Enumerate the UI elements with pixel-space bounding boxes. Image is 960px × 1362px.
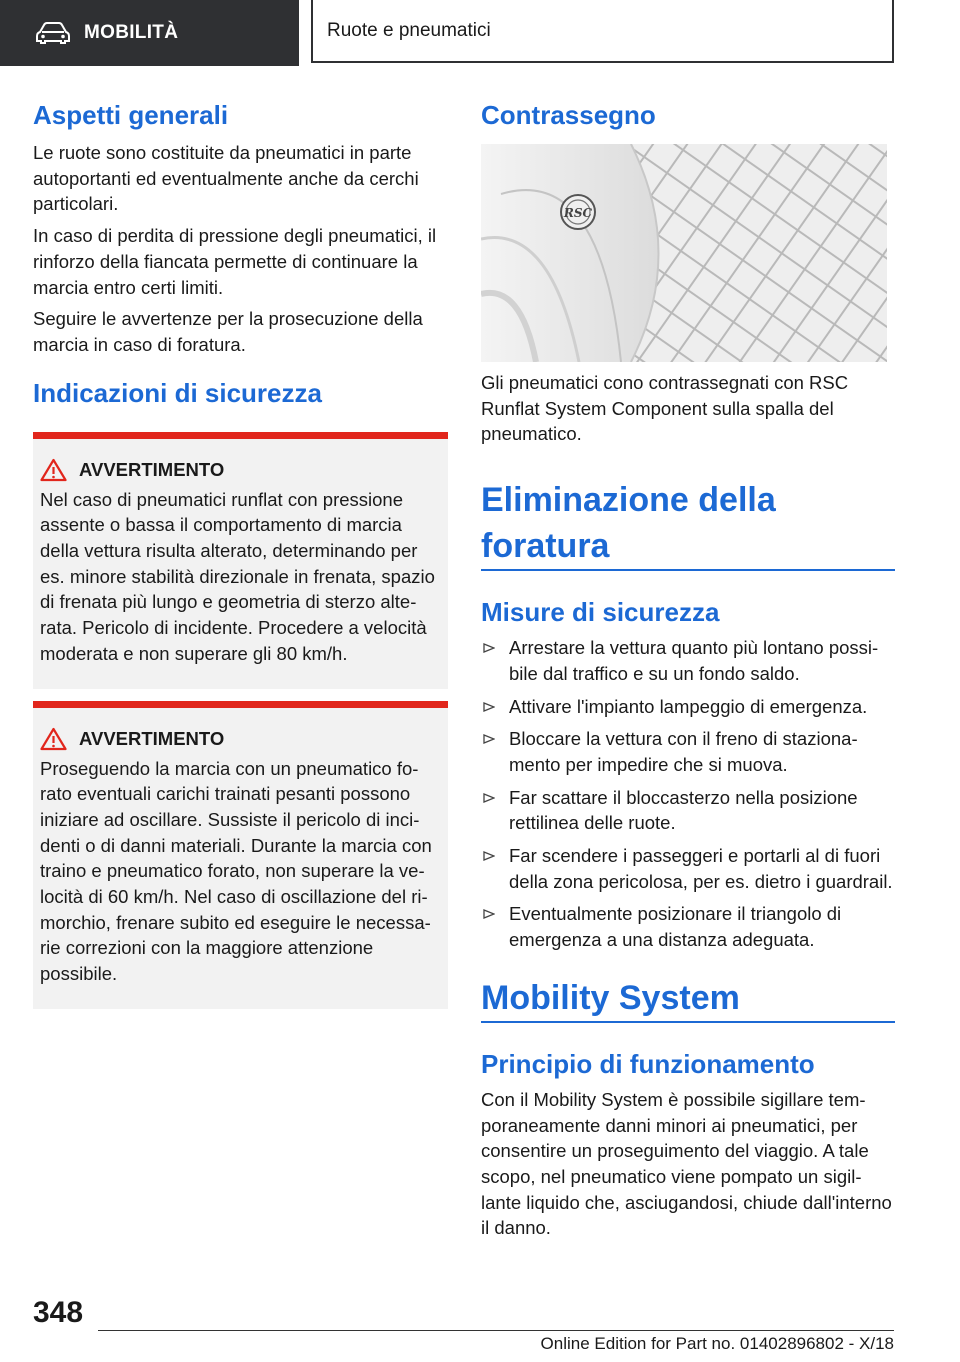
list-item: Far scattare il bloccasterzo nella posizione rettilinea delle ruote. <box>481 785 895 836</box>
triangle-bullet-icon <box>483 701 495 713</box>
warning-title: AVVERTIMENTO <box>40 726 441 752</box>
section-title: MOBILITÀ <box>84 22 179 43</box>
heading-safety: Indicazioni di sicurezza <box>33 377 322 408</box>
triangle-bullet-icon <box>483 642 495 654</box>
car-icon <box>36 22 70 44</box>
heading-general: Aspetti generali <box>33 100 229 130</box>
edition-text: Online Edition for Part no. 01402896802 - X/18 <box>540 1334 894 1353</box>
warning-triangle-icon <box>40 458 67 482</box>
heading-measures: Misure di sicurezza <box>481 597 720 628</box>
triangle-bullet-icon <box>483 792 495 804</box>
image-caption: Gli pneumatici cono contrassegnati con RSC Runflat System Component sulla spalla del pneumatico. <box>481 372 849 445</box>
heading-principle: Principio di funzionamento <box>481 1048 815 1079</box>
triangle-bullet-icon <box>483 733 495 745</box>
warning-box <box>33 432 448 689</box>
chapter-title: Ruote e pneumatici <box>327 19 491 41</box>
paragraph: Le ruote sono costituite da pneumatici in parte autoportanti ed eventualmente anche da cerchi particolari. <box>33 142 419 215</box>
triangle-bullet-icon <box>483 850 495 862</box>
triangle-bullet-icon <box>483 908 495 920</box>
footer-divider <box>98 1330 894 1331</box>
heading-puncture: Eliminazione della foratura <box>481 477 895 571</box>
paragraph: Con il Mobility System è possibile sigillare temporaneamente danni minori ai pneumatici, per consentire un proseguimento del viaggio. A tale scopo, nel pneumatico viene pompato un sigillante liquido che, asciugandosi, chiude dall'interno il danno. <box>481 1088 892 1239</box>
list-item: Bloccare la vettura con il freno di stazionamento per impedire che si muova. <box>481 726 895 777</box>
heading-mobility-system: Mobility System <box>481 975 895 1023</box>
list-item: Eventualmente posizionare il triangolo di emergenza a una distanza adeguata. <box>481 901 895 952</box>
paragraph: In caso di perdita di pressione degli pneumatici, il rinforzo della fiancata permette di continuare la marcia entro certi limiti. <box>33 225 437 298</box>
warning-title: AVVERTIMENTO <box>40 457 441 483</box>
list-item: Arrestare la vettura quanto più lontano possibile dal traffico e su un fondo saldo. <box>481 635 895 686</box>
list-item: Far scendere i passeggeri e portarli al di fuori della zona pericolosa, per es. dietro i guardrail. <box>481 843 895 894</box>
page-number: 348 <box>33 1296 84 1329</box>
section-header <box>0 0 299 66</box>
list-item: Attivare l'impianto lampeggio di emergenza. <box>481 694 895 720</box>
paragraph: Seguire le avvertenze per la prosecuzione della marcia in caso di foratura. <box>33 308 423 355</box>
warning-triangle-icon <box>40 727 67 751</box>
tire-illustration <box>481 144 887 362</box>
rsc-logo-text: RSC <box>563 206 593 220</box>
warning-text: Proseguendo la marcia con un pneumatico forato eventuali carichi trainati pesanti possono iniziare ad oscillare. Sussiste il pericolo di incidenti o di danni materiali. Durante la marcia con traino e pneumatico forato, non superare la velocità di 60 km/h. Nel caso di oscillazione del rimorchio, frenare subito ed eseguire le necessarie correzioni con la maggiore attenzione possibile. <box>40 757 432 985</box>
warning-text: Nel caso di pneumatici runflat con pressione assente o bassa il comportamento di marcia della vettura risulta alterato, determinando per es. minore stabilità direzionale in frenata, spazio di frenata più lungo e geometria di sterzo alterata. Pericolo di incidente. Procedere a velocità moderata e non superare gli 80 km/h. <box>40 488 435 664</box>
warning-box <box>33 701 448 1009</box>
chapter-header <box>311 0 894 63</box>
safety-steps-list <box>481 635 895 953</box>
heading-marking: Contrassegno <box>481 100 656 130</box>
right-column <box>481 98 895 1241</box>
left-column <box>33 98 448 1009</box>
